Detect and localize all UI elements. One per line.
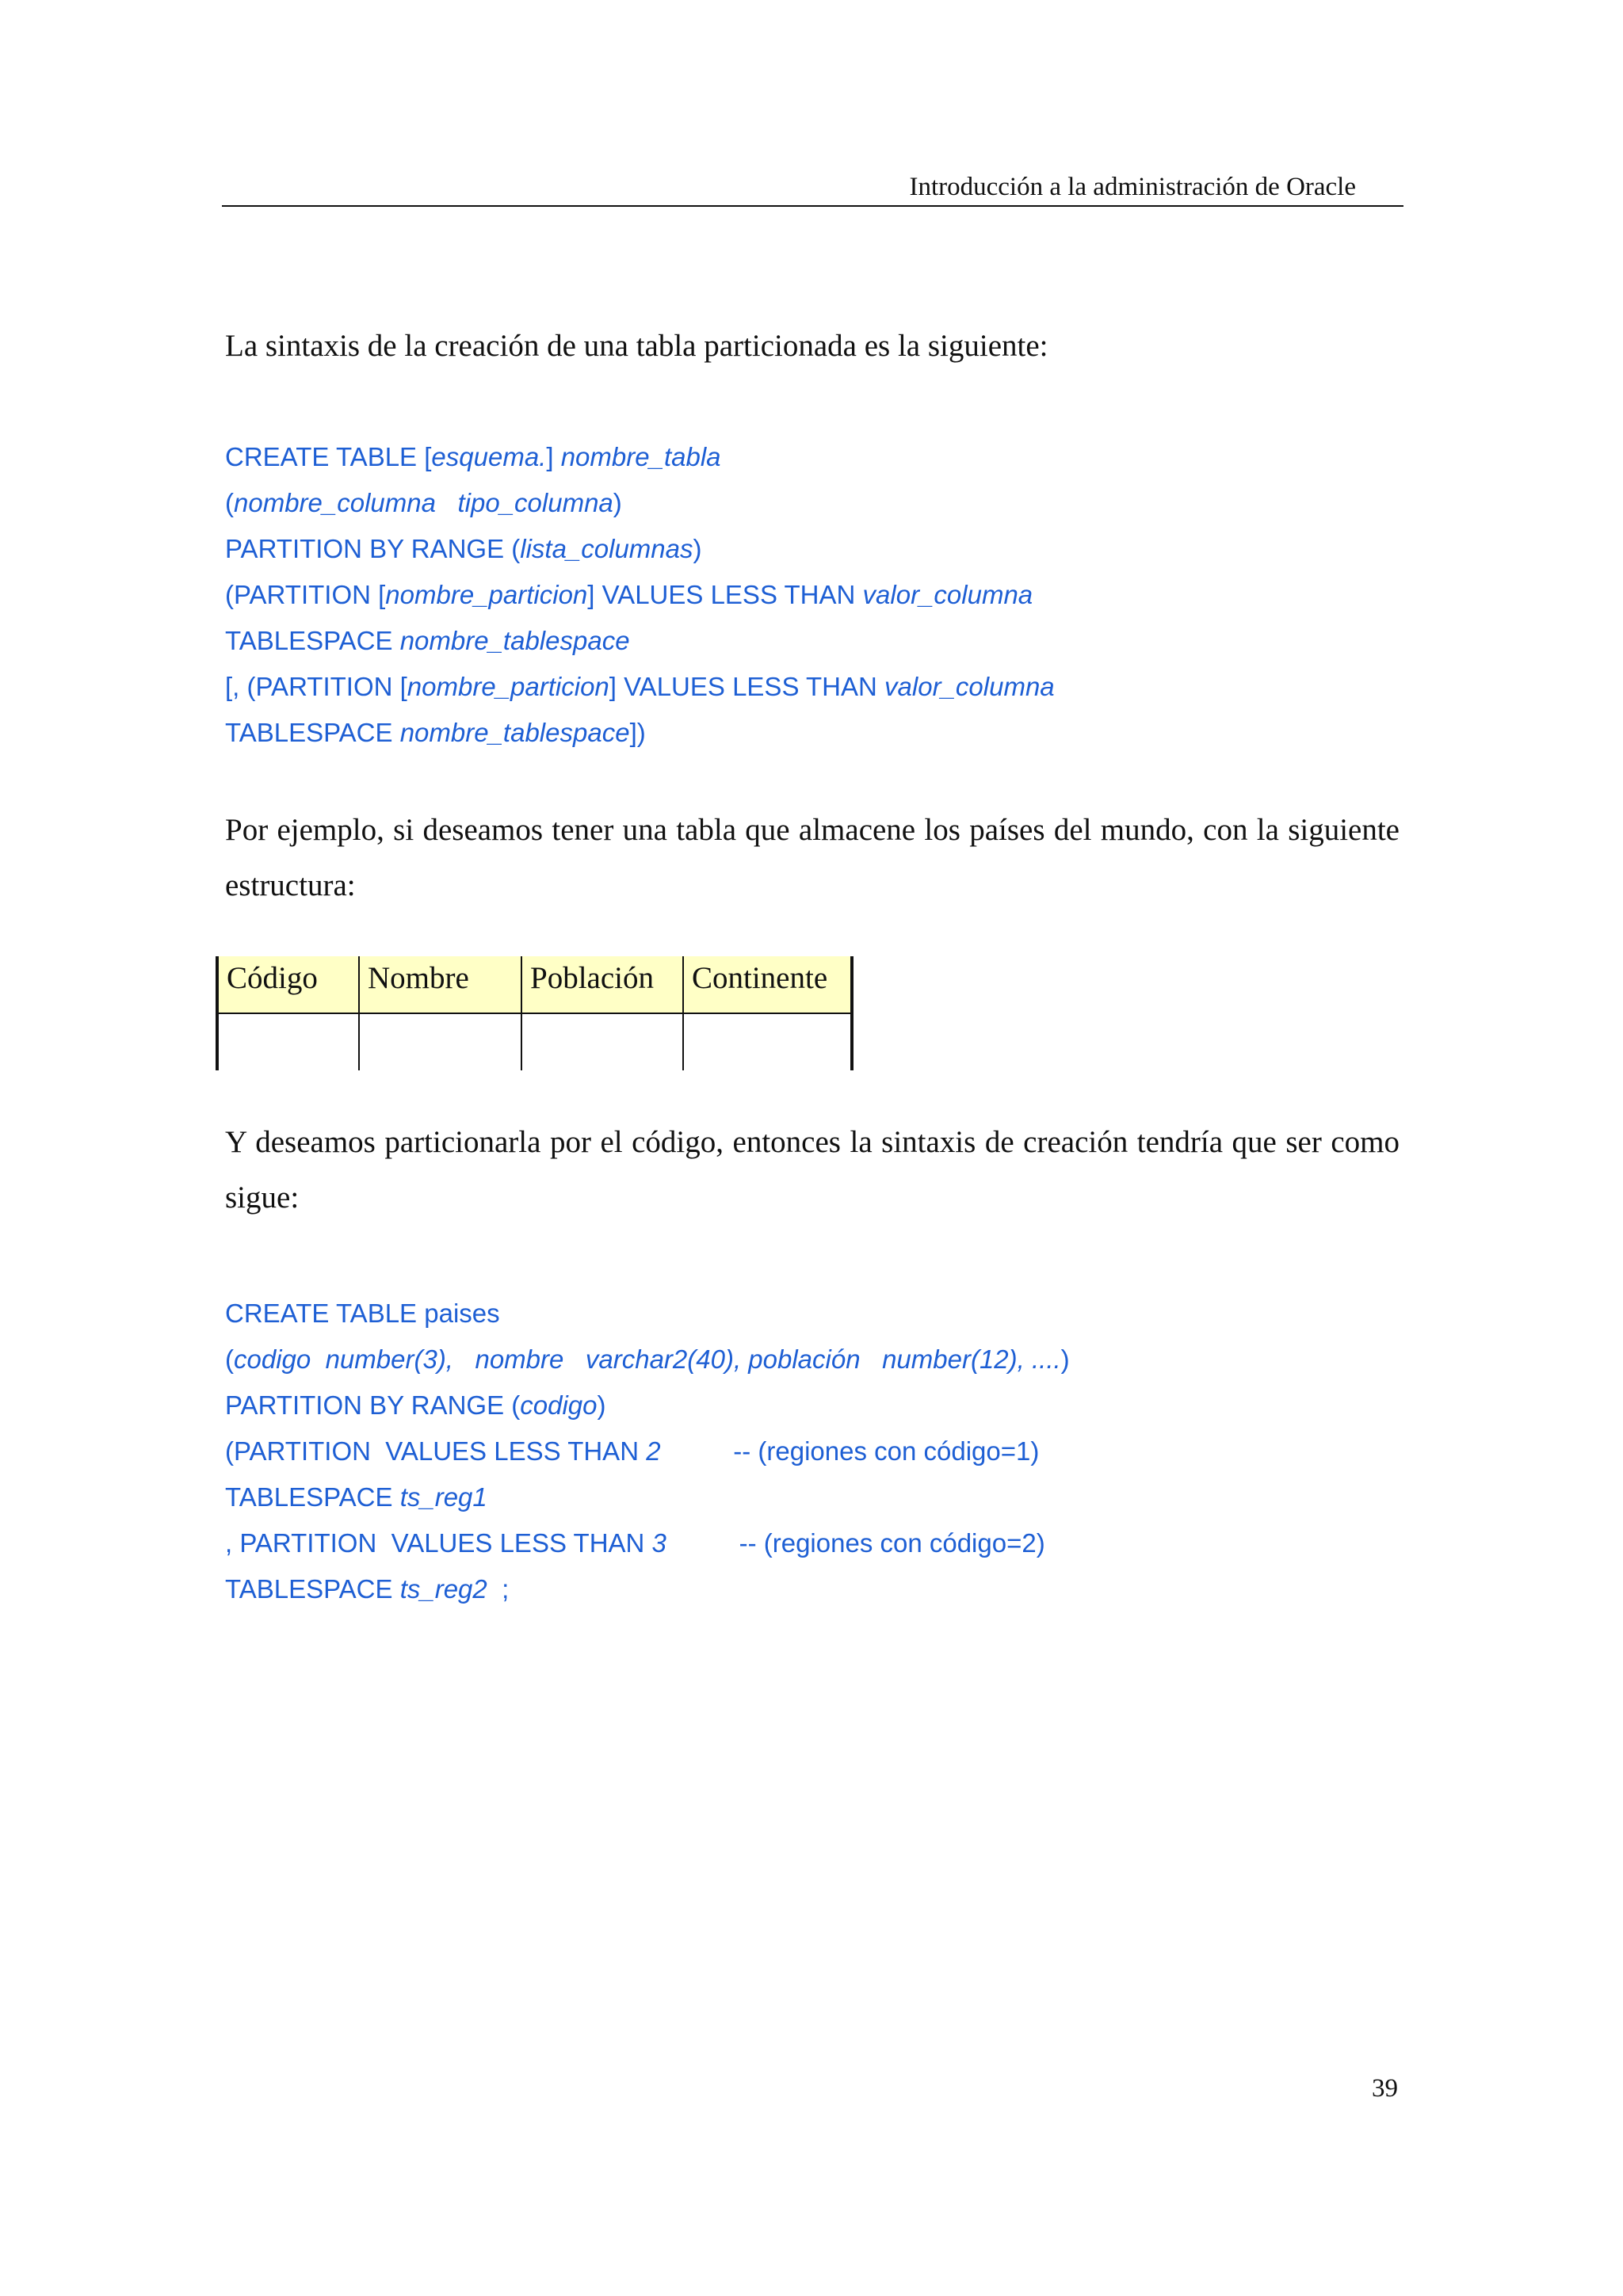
code-placeholder: nombre_particion <box>385 580 588 609</box>
code-text: (PARTITION VALUES LESS THAN <box>225 1436 647 1466</box>
header-rule <box>222 205 1403 207</box>
code-text: ) <box>1060 1344 1070 1374</box>
code-placeholder: nombre_tabla <box>560 442 721 471</box>
structure-table <box>216 956 854 1070</box>
code-text: PARTITION BY RANGE ( <box>225 1390 521 1420</box>
code-placeholder: 2 <box>646 1436 661 1466</box>
code-line <box>225 664 1055 710</box>
code-placeholder: esquema. <box>431 442 547 471</box>
code-placeholder: ts_reg2 <box>399 1574 487 1604</box>
code-text: TABLESPACE <box>225 1574 400 1604</box>
code-text: ] VALUES LESS THAN <box>609 672 885 701</box>
table-cell <box>359 1013 521 1070</box>
code-line <box>225 1337 1070 1383</box>
code-text: TABLESPACE <box>225 718 400 747</box>
header-cell-poblacion: Población <box>521 956 683 1013</box>
structure-table-header-row <box>217 956 852 1013</box>
page-number: 39 <box>1372 2074 1398 2103</box>
code-text: ) <box>613 488 622 517</box>
code-placeholder: ts_reg1 <box>399 1482 487 1512</box>
code-text: PARTITION BY RANGE ( <box>225 534 521 563</box>
example-code-block <box>225 1291 1070 1612</box>
header-cell-nombre: Nombre <box>359 956 521 1013</box>
code-placeholder: 3 <box>651 1528 666 1558</box>
header-cell-codigo: Código <box>217 956 359 1013</box>
header-cell-continente: Continente <box>683 956 852 1013</box>
code-line <box>225 1291 1070 1337</box>
code-placeholder: nombre_columna tipo_columna <box>234 488 613 517</box>
code-text: , PARTITION VALUES LESS THAN <box>225 1528 652 1558</box>
code-text: -- (regiones con código=1) <box>660 1436 1040 1466</box>
code-line <box>225 1474 1070 1520</box>
code-placeholder: nombre_particion <box>407 672 609 701</box>
code-line <box>225 572 1055 618</box>
table-cell <box>521 1013 683 1070</box>
code-text: TABLESPACE <box>225 626 400 655</box>
code-text: ) <box>693 534 702 563</box>
code-text: ]) <box>629 718 646 747</box>
code-placeholder: nombre_tablespace <box>399 718 630 747</box>
code-line <box>225 1520 1070 1566</box>
syntax-code-block <box>225 434 1055 756</box>
code-text: ( <box>225 1344 234 1374</box>
code-line <box>225 434 1055 480</box>
structure-table-row <box>217 1013 852 1070</box>
code-line <box>225 526 1055 572</box>
running-header-title: Introducción a la administración de Oracle <box>909 173 1356 201</box>
partition-paragraph: Y deseamos particionarla por el código, entonces la sintaxis de creación tendría que ser como sigue: <box>225 1125 1400 1215</box>
code-text: TABLESPACE <box>225 1482 400 1512</box>
code-placeholder: valor_columna <box>862 580 1033 609</box>
code-text: -- (regiones con código=2) <box>666 1528 1045 1558</box>
code-text: [, (PARTITION [ <box>225 672 407 701</box>
code-text: ( <box>225 488 234 517</box>
code-line <box>225 618 1055 664</box>
code-text: CREATE TABLE [ <box>225 442 432 471</box>
code-line <box>225 480 1055 526</box>
code-text: ) <box>597 1390 606 1420</box>
code-placeholder: codigo <box>520 1390 598 1420</box>
code-line <box>225 1383 1070 1428</box>
code-line <box>225 1428 1070 1474</box>
intro-paragraph: La sintaxis de la creación de una tabla particionada es la siguiente: <box>225 329 1048 363</box>
code-line <box>225 1566 1070 1612</box>
code-text: ] <box>546 442 561 471</box>
example-paragraph: Por ejemplo, si deseamos tener una tabla que almacene los países del mundo, con la siguiente estructura: <box>225 813 1400 902</box>
code-placeholder: valor_columna <box>884 672 1055 701</box>
code-text: (PARTITION [ <box>225 580 386 609</box>
table-cell <box>217 1013 359 1070</box>
code-text: ] VALUES LESS THAN <box>587 580 863 609</box>
code-line <box>225 710 1055 756</box>
code-placeholder: codigo number(3), nombre varchar2(40), población number(12), .... <box>234 1344 1061 1374</box>
code-text: ; <box>487 1574 510 1604</box>
code-placeholder: nombre_tablespace <box>399 626 630 655</box>
table-cell <box>683 1013 852 1070</box>
code-text: CREATE TABLE paises <box>225 1299 500 1328</box>
code-placeholder: lista_columnas <box>520 534 693 563</box>
